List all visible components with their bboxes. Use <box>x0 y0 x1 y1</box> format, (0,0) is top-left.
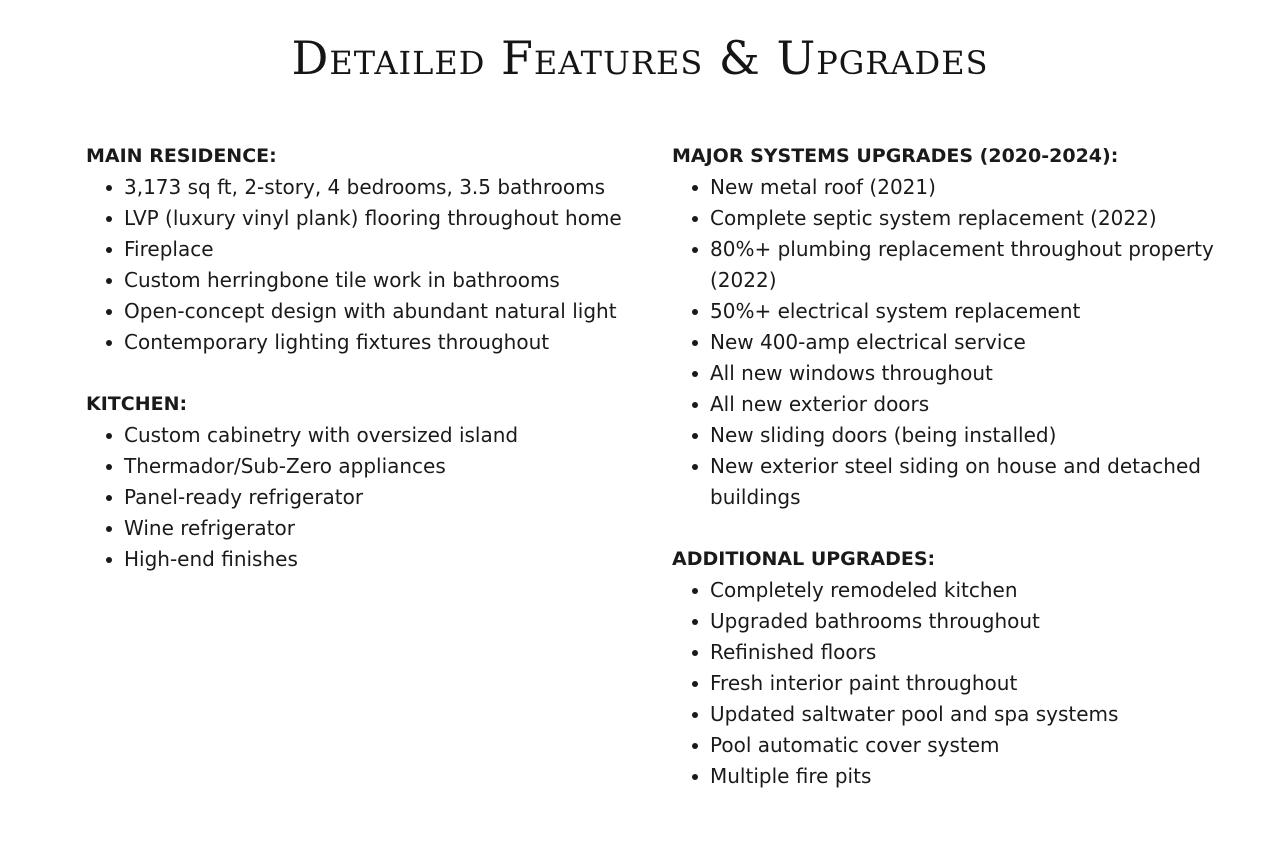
list-item-text: New sliding doors (being installed) <box>710 423 1057 447</box>
page-title: Detailed Features & Upgrades <box>291 31 989 85</box>
list-item <box>672 761 1232 792</box>
main-residence-section <box>86 141 646 358</box>
bullet-icon <box>692 216 698 222</box>
bullet-icon <box>692 247 698 253</box>
list-item <box>672 389 1232 420</box>
bullet-icon <box>106 433 112 439</box>
bullet-icon <box>692 185 698 191</box>
bullet-icon <box>692 681 698 687</box>
list-item-text: New 400-amp electrical service <box>710 330 1026 354</box>
bullet-icon <box>106 526 112 532</box>
list-item-text: Custom cabinetry with oversized island <box>124 423 519 447</box>
list-item <box>86 296 646 327</box>
bullet-icon <box>692 650 698 656</box>
list-item-text: Refinished floors <box>710 640 877 664</box>
feature-list <box>672 172 1232 513</box>
list-item <box>672 420 1232 451</box>
additional-upgrades-section <box>672 544 1232 792</box>
feature-list <box>86 172 646 358</box>
list-item <box>86 234 646 265</box>
list-item <box>86 203 646 234</box>
list-item-text: Fireplace <box>124 237 214 261</box>
list-item-text: Upgraded bathrooms throughout <box>710 609 1040 633</box>
list-item-text: All new windows throughout <box>710 361 993 385</box>
list-item-text: Panel-ready refrigerator <box>124 485 364 509</box>
left-column <box>86 141 646 606</box>
section-heading: KITCHEN: <box>86 393 188 415</box>
bullet-icon <box>106 278 112 284</box>
list-item-text: Pool automatic cover system <box>710 733 1000 757</box>
list-item-text: Updated saltwater pool and spa systems <box>710 702 1119 726</box>
list-item-text: Open-concept design with abundant natural light <box>124 299 617 323</box>
list-item-text: New exterior steel siding on house and detached buildings <box>710 454 1201 509</box>
list-item-text: LVP (luxury vinyl plank) flooring throughout home <box>124 206 622 230</box>
list-item-text: Fresh interior paint throughout <box>710 671 1018 695</box>
section-heading: MAIN RESIDENCE: <box>86 145 277 167</box>
bullet-icon <box>106 557 112 563</box>
list-item-text: 3,173 sq ft, 2-story, 4 bedrooms, 3.5 bathrooms <box>124 175 605 199</box>
list-item <box>672 637 1232 668</box>
list-item <box>672 730 1232 761</box>
feature-list <box>86 420 646 575</box>
bullet-icon <box>692 464 698 470</box>
bullet-icon <box>106 185 112 191</box>
bullet-icon <box>692 402 698 408</box>
bullet-icon <box>692 433 698 439</box>
bullet-icon <box>106 247 112 253</box>
list-item-text: New metal roof (2021) <box>710 175 936 199</box>
bullet-icon <box>692 371 698 377</box>
list-item <box>86 265 646 296</box>
bullet-icon <box>692 712 698 718</box>
list-item-text: High-end finishes <box>124 547 298 571</box>
list-item <box>672 296 1232 327</box>
list-item-text: 80%+ plumbing replacement throughout property (2022) <box>710 237 1214 292</box>
bullet-icon <box>692 588 698 594</box>
bullet-icon <box>692 309 698 315</box>
list-item <box>672 451 1232 513</box>
list-item-text: Completely remodeled kitchen <box>710 578 1018 602</box>
list-item <box>672 234 1232 296</box>
list-item <box>86 451 646 482</box>
bullet-icon <box>106 340 112 346</box>
bullet-icon <box>106 464 112 470</box>
list-item <box>672 606 1232 637</box>
list-item-text: Wine refrigerator <box>124 516 295 540</box>
section-heading: MAJOR SYSTEMS UPGRADES (2020-2024): <box>672 145 1119 167</box>
bullet-icon <box>692 619 698 625</box>
kitchen-section <box>86 389 646 575</box>
list-item-text: Complete septic system replacement (2022) <box>710 206 1157 230</box>
feature-list <box>672 575 1232 792</box>
list-item <box>86 482 646 513</box>
list-item <box>672 699 1232 730</box>
list-item <box>86 172 646 203</box>
list-item <box>86 327 646 358</box>
bullet-icon <box>692 340 698 346</box>
list-item <box>672 668 1232 699</box>
list-item <box>672 327 1232 358</box>
list-item <box>672 203 1232 234</box>
bullet-icon <box>692 774 698 780</box>
list-item-text: Contemporary lighting fixtures throughout <box>124 330 550 354</box>
list-item <box>672 358 1232 389</box>
list-item-text: Multiple fire pits <box>710 764 872 788</box>
right-column <box>672 141 1232 823</box>
list-item-text: All new exterior doors <box>710 392 930 416</box>
section-heading: ADDITIONAL UPGRADES: <box>672 548 936 570</box>
list-item-text: Thermador/Sub-Zero appliances <box>124 454 446 478</box>
bullet-icon <box>106 309 112 315</box>
list-item <box>672 575 1232 606</box>
major-systems-section <box>672 141 1232 513</box>
bullet-icon <box>106 495 112 501</box>
list-item <box>86 544 646 575</box>
list-item-text: 50%+ electrical system replacement <box>710 299 1081 323</box>
list-item <box>672 172 1232 203</box>
bullet-icon <box>106 216 112 222</box>
list-item <box>86 420 646 451</box>
list-item <box>86 513 646 544</box>
bullet-icon <box>692 743 698 749</box>
list-item-text: Custom herringbone tile work in bathrooms <box>124 268 560 292</box>
